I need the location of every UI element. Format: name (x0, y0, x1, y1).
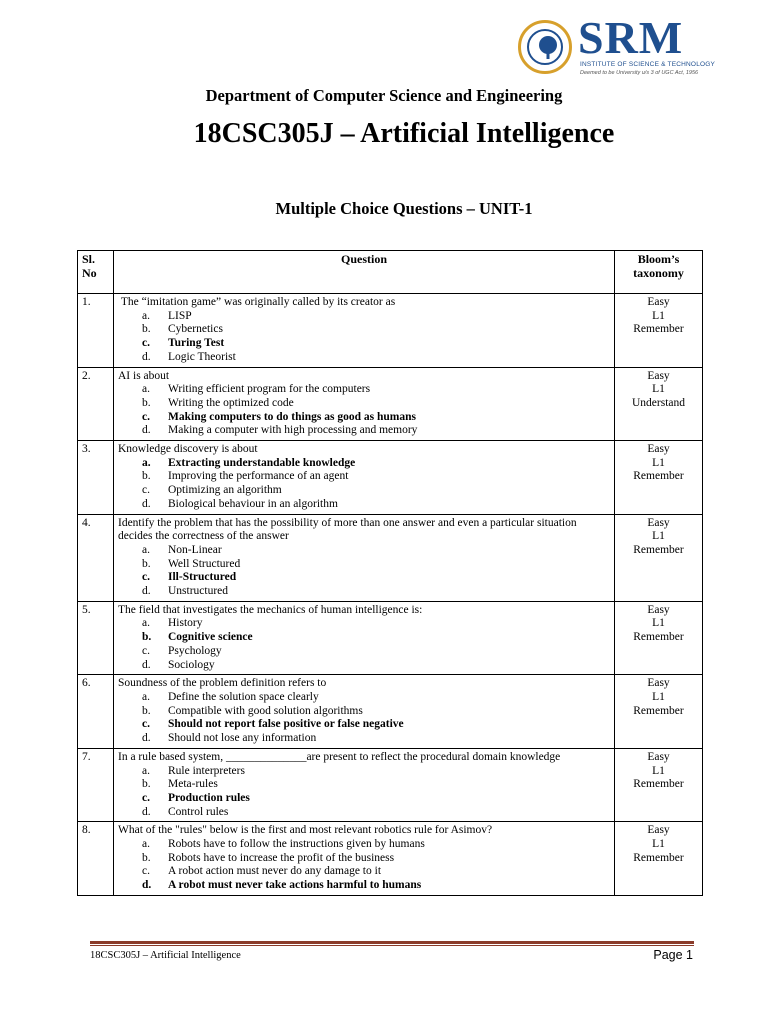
option (118, 806, 610, 820)
option (118, 765, 610, 779)
option-correct-answer (118, 457, 610, 471)
option-text: Logic Theorist (168, 350, 236, 363)
option-letter: d. (142, 585, 151, 598)
blooms-category: Remember (633, 631, 684, 644)
option (118, 838, 610, 852)
option (118, 865, 610, 879)
option-letter: c. (142, 791, 150, 804)
option-letter: c. (142, 718, 150, 731)
blooms-cell (615, 294, 703, 368)
option-text: Ill-Structured (168, 571, 237, 584)
option (118, 617, 610, 631)
option-letter: d. (142, 879, 152, 892)
option-letter: b. (142, 778, 151, 791)
blooms-cell (615, 822, 703, 896)
header-question: Question (114, 251, 615, 294)
option-letter: a. (142, 383, 150, 396)
blooms-difficulty: Easy (647, 750, 670, 763)
unit-title: Multiple Choice Questions – UNIT-1 (275, 199, 533, 218)
options-list (118, 691, 610, 746)
blooms-cell (615, 748, 703, 822)
option-text: Define the solution space clearly (168, 690, 319, 703)
option-text: Making a computer with high processing and memory (168, 424, 418, 437)
footer-course: 18CSC305J – Artificial Intelligence (90, 950, 241, 961)
header-sl-no: Sl. No (78, 251, 114, 294)
option-text: Control rules (168, 805, 229, 818)
logo-tagline: Deemed to be University u/s 3 of UGC Act, 1956 (580, 70, 699, 76)
blooms-difficulty: Easy (647, 603, 670, 616)
table-row (78, 514, 703, 601)
option (118, 323, 610, 337)
question-number: 8. (78, 822, 114, 896)
option-correct-answer (118, 792, 610, 806)
option (118, 645, 610, 659)
question-cell (114, 441, 615, 515)
option (118, 498, 610, 512)
option-letter: a. (142, 690, 150, 703)
question-number: 1. (78, 294, 114, 368)
option-correct-answer (118, 411, 610, 425)
option-text: Improving the performance of an agent (168, 470, 349, 483)
blooms-level: L1 (652, 617, 665, 630)
blooms-level: L1 (652, 838, 665, 851)
option-letter: b. (142, 470, 151, 483)
option-text: Should not lose any information (168, 732, 317, 745)
option (118, 397, 610, 411)
option-letter: c. (142, 571, 150, 584)
option-text: Well Structured (168, 557, 241, 570)
blooms-difficulty: Easy (647, 296, 670, 308)
option-letter: a. (142, 543, 150, 556)
option-text: Robots have to follow the instructions given by humans (168, 838, 425, 851)
option-letter: b. (142, 851, 151, 864)
option-correct-answer (118, 718, 610, 732)
blooms-difficulty: Easy (647, 443, 670, 456)
option-letter: d. (142, 497, 151, 510)
option-letter: c. (142, 337, 150, 350)
option-text: History (168, 617, 203, 630)
question-text: AI is about (118, 369, 170, 382)
blooms-cell (615, 367, 703, 441)
options-list (118, 838, 610, 893)
option-correct-answer (118, 571, 610, 585)
option (118, 691, 610, 705)
option-letter: b. (142, 704, 151, 717)
mcq-table (77, 250, 703, 896)
university-seal-icon (518, 20, 572, 74)
blooms-category: Remember (633, 851, 684, 864)
blooms-level: L1 (652, 530, 665, 543)
option-letter: c. (142, 865, 150, 878)
table-row (78, 675, 703, 749)
question-text: The field that investigates the mechanics of human intelligence is: (118, 603, 423, 616)
option-text: Cognitive science (168, 631, 253, 644)
tree-icon (534, 34, 562, 62)
blooms-difficulty: Easy (647, 516, 670, 529)
question-text: Identify the problem that has the possibility of more than one answer and even a particular situation decides the correctness of the answer (118, 516, 580, 543)
option-letter: b. (142, 557, 151, 570)
option-text: Robots have to increase the profit of the business (168, 851, 395, 864)
option-text: Writing efficient program for the computers (168, 383, 371, 396)
blooms-level: L1 (652, 690, 665, 703)
options-list (118, 310, 610, 365)
question-number: 2. (78, 367, 114, 441)
footer-rule (90, 941, 694, 944)
option-text: A robot action must never do any damage to it (168, 865, 382, 878)
option-letter: a. (142, 456, 151, 469)
option-text: A robot must never take actions harmful to humans (168, 879, 422, 892)
blooms-cell (615, 601, 703, 675)
question-number: 6. (78, 675, 114, 749)
option-correct-answer (118, 879, 610, 893)
option-text: Should not report false positive or false negative (168, 718, 404, 731)
question-cell (114, 822, 615, 896)
option-text: Compatible with good solution algorithms (168, 704, 363, 717)
blooms-category: Remember (633, 543, 684, 556)
options-list (118, 544, 610, 599)
option-text: Making computers to do things as good as humans (168, 410, 416, 423)
option-letter: a. (142, 838, 150, 851)
options-list (118, 457, 610, 512)
table-row (78, 748, 703, 822)
blooms-difficulty: Easy (647, 369, 670, 382)
option (118, 558, 610, 572)
question-cell (114, 601, 615, 675)
option-text: Sociology (168, 658, 215, 671)
course-title: 18CSC305J – Artificial Intelligence (193, 118, 615, 149)
option (118, 310, 610, 324)
blooms-difficulty: Easy (647, 677, 670, 690)
blooms-category: Remember (633, 470, 684, 483)
option-letter: d. (142, 732, 151, 745)
blooms-category: Understand (631, 396, 685, 409)
page-number: Page 1 (653, 948, 693, 962)
option-text: Unstructured (168, 585, 229, 598)
header-blooms: Bloom’s taxonomy (615, 251, 703, 294)
option-letter: a. (142, 764, 150, 777)
options-list (118, 383, 610, 438)
option (118, 732, 610, 746)
logo-subtitle: INSTITUTE OF SCIENCE & TECHNOLOGY (580, 61, 716, 68)
option-letter: c. (142, 644, 150, 657)
logo-text: SRM (578, 12, 684, 63)
option (118, 659, 610, 673)
table-row (78, 822, 703, 896)
question-cell (114, 748, 615, 822)
option-correct-answer (118, 337, 610, 351)
option-text: Biological behaviour in an algorithm (168, 497, 338, 510)
question-number: 4. (78, 514, 114, 601)
option (118, 383, 610, 397)
blooms-level: L1 (652, 456, 665, 469)
option-letter: c. (142, 484, 150, 497)
question-text: Soundness of the problem definition refers to (118, 677, 327, 690)
option (118, 544, 610, 558)
blooms-cell (615, 441, 703, 515)
table-row (78, 294, 703, 368)
options-list (118, 617, 610, 672)
question-cell (114, 675, 615, 749)
option (118, 424, 610, 438)
question-text: In a rule based system, ______________are present to reflect the procedural domain knowledge (118, 750, 561, 763)
option (118, 484, 610, 498)
blooms-level: L1 (652, 309, 665, 322)
question-cell (114, 294, 615, 368)
option-letter: d. (142, 424, 151, 437)
option (118, 585, 610, 599)
option-text: Extracting understandable knowledge (168, 456, 356, 469)
blooms-level: L1 (652, 383, 665, 396)
option-letter: b. (142, 631, 152, 644)
blooms-cell (615, 675, 703, 749)
option-text: Meta-rules (168, 778, 218, 791)
option (118, 852, 610, 866)
question-number: 7. (78, 748, 114, 822)
question-text: What of the "rules" below is the first and most relevant robotics rule for Asimov? (118, 824, 493, 837)
blooms-category: Remember (633, 323, 684, 336)
srm-logo (518, 12, 716, 80)
option (118, 351, 610, 365)
option-letter: c. (142, 410, 150, 423)
question-text: The “imitation game” was originally called by its creator as (118, 296, 396, 308)
option-text: Writing the optimized code (168, 396, 294, 409)
options-list (118, 765, 610, 820)
question-cell (114, 367, 615, 441)
department-title: Department of Computer Science and Engineering (205, 86, 563, 105)
table-row (78, 601, 703, 675)
option-letter: a. (142, 617, 150, 630)
option-text: Production rules (168, 791, 250, 804)
option-letter: d. (142, 350, 151, 363)
blooms-category: Remember (633, 704, 684, 717)
option-text: LISP (168, 309, 192, 322)
option (118, 470, 610, 484)
blooms-difficulty: Easy (647, 824, 670, 837)
option-letter: b. (142, 323, 151, 336)
option-letter: d. (142, 658, 151, 671)
option-correct-answer (118, 631, 610, 645)
footer-rule-thin (90, 945, 694, 946)
table-row (78, 441, 703, 515)
option-text: Psychology (168, 644, 222, 657)
question-text: Knowledge discovery is about (118, 443, 258, 456)
option-text: Turing Test (168, 337, 225, 350)
table-row (78, 367, 703, 441)
option-text: Optimizing an algorithm (168, 484, 282, 497)
option (118, 778, 610, 792)
question-cell (114, 514, 615, 601)
option-letter: a. (142, 309, 150, 322)
question-number: 3. (78, 441, 114, 515)
option-text: Non-Linear (168, 543, 222, 556)
blooms-level: L1 (652, 764, 665, 777)
option-text: Cybernetics (168, 323, 223, 336)
option-text: Rule interpreters (168, 764, 245, 777)
option-letter: b. (142, 396, 151, 409)
option-letter: d. (142, 805, 151, 818)
table-header-row (78, 251, 703, 294)
blooms-category: Remember (633, 778, 684, 791)
option (118, 705, 610, 719)
question-number: 5. (78, 601, 114, 675)
blooms-cell (615, 514, 703, 601)
